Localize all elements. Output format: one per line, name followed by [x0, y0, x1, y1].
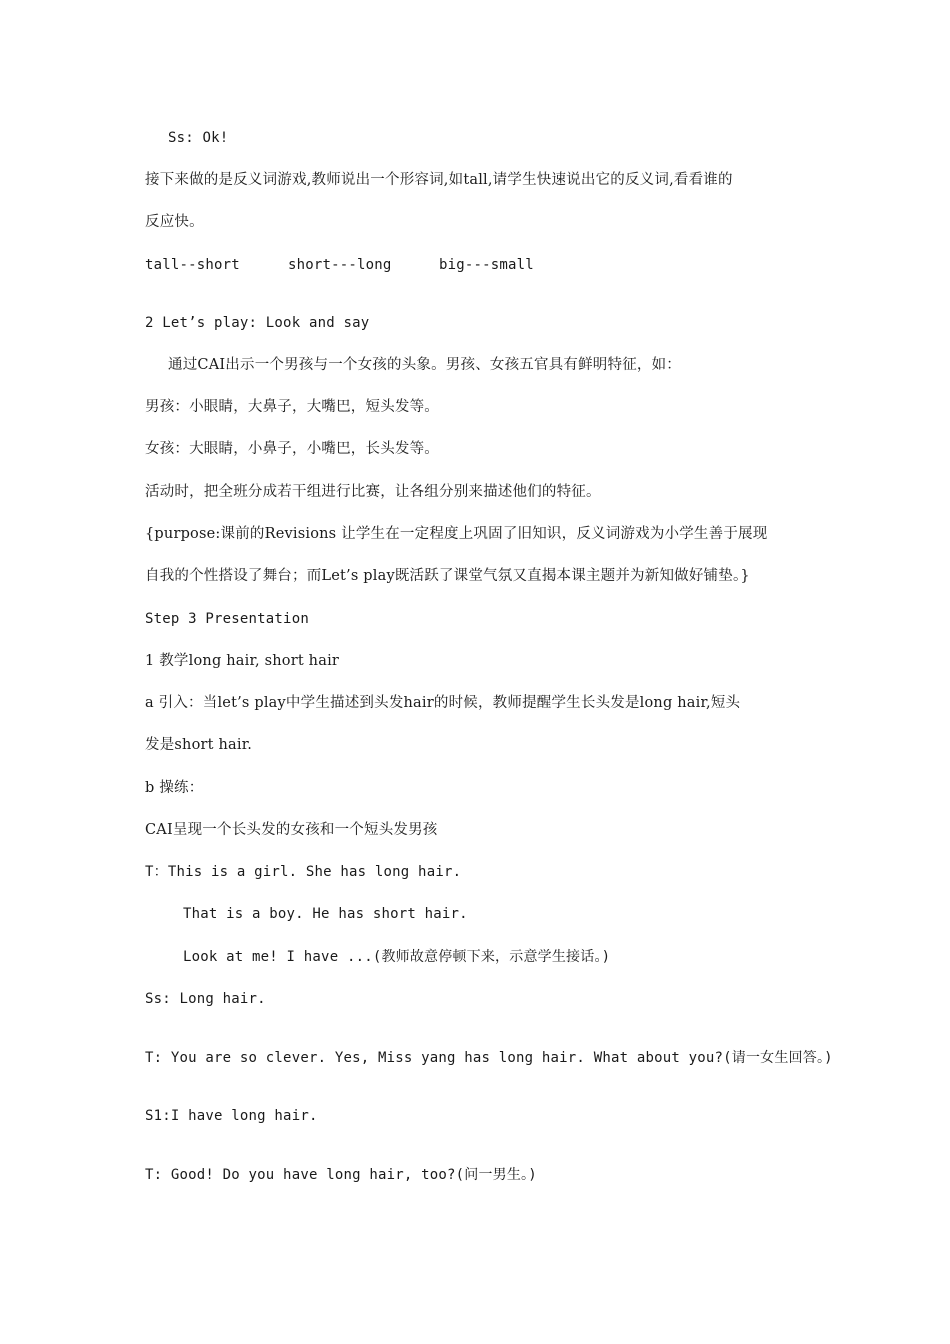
antonym-pairs	[145, 255, 845, 275]
dialogue-line: S1:I have long hair.	[145, 1108, 318, 1124]
dialogue-line: Look at me! I have ...(教师故意停顿下来，示意学生接话。)	[183, 949, 611, 965]
paragraph-line: 女孩：大眼睛，小鼻子，小嘴巴，长头发等。	[145, 441, 439, 457]
paragraph-line: 接下来做的是反义词游戏,教师说出一个形容词,如tall,请学生快速说出它的反义词,看看谁的	[145, 172, 733, 188]
dialogue-line: Ss: Ok!	[168, 130, 229, 146]
paragraph-line: CAI呈现一个长头发的女孩和一个短头发男孩	[145, 822, 438, 838]
dialogue-line: That is a boy. He has short hair.	[183, 906, 468, 922]
dialogue-line: T：This is a girl. She has long hair.	[145, 864, 462, 880]
paragraph-line: a 引入：当let’s play中学生描述到头发hair的时候，教师提醒学生长头发是long hair,短头	[145, 695, 741, 711]
purpose-note: {purpose:课前的Revisions 让学生在一定程度上巩固了旧知识，反义词游戏为小学生善于展现	[145, 526, 768, 542]
antonym-pair: short---long	[288, 257, 392, 273]
paragraph-line: b 操练：	[145, 780, 204, 796]
section-heading: 2 Let’s play: Look and say	[145, 315, 370, 331]
antonym-pair: big---small	[439, 257, 534, 273]
paragraph-line: 男孩：小眼睛，大鼻子，大嘴巴，短头发等。	[145, 399, 439, 415]
paragraph-line: 通过CAI出示一个男孩与一个女孩的头象。男孩、女孩五官具有鲜明特征，如：	[168, 357, 681, 373]
step-heading: Step 3 Presentation	[145, 611, 309, 627]
paragraph-line: 反应快。	[145, 214, 204, 230]
paragraph-line: 发是short hair.	[145, 737, 253, 753]
purpose-note: 自我的个性搭设了舞台；而Let’s play既活跃了课堂气氛又直揭本课主题并为新知做好铺垫。}	[145, 568, 750, 584]
subsection-heading: 1 教学long hair, short hair	[145, 653, 340, 669]
dialogue-line: T: You are so clever. Yes, Miss yang has long hair. What about you?(请一女生回答。)	[145, 1050, 833, 1066]
antonym-pair: tall--short	[145, 257, 240, 273]
dialogue-line: Ss: Long hair.	[145, 991, 266, 1007]
dialogue-line: T: Good! Do you have long hair, too?(问一男生。)	[145, 1167, 537, 1183]
paragraph-line: 活动时，把全班分成若干组进行比赛，让各组分别来描述他们的特征。	[145, 484, 601, 500]
